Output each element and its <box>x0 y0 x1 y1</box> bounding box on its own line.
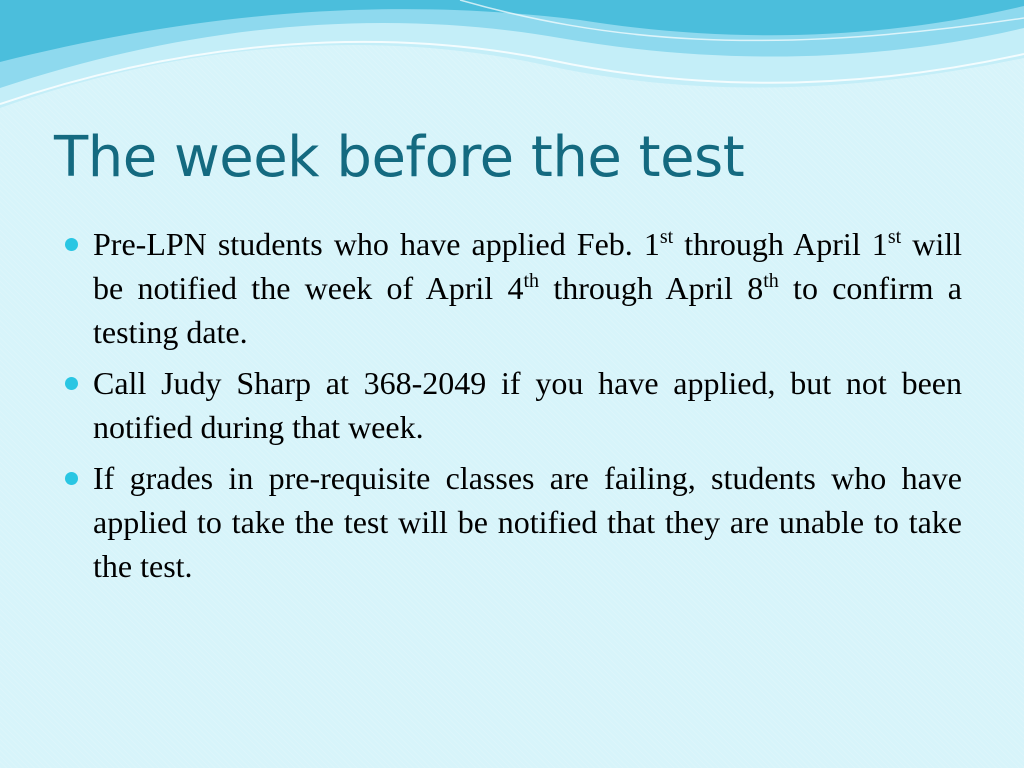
bullet-list <box>64 222 962 595</box>
bullet-item <box>64 456 962 588</box>
superscript: th <box>523 270 540 292</box>
superscript: st <box>659 226 674 248</box>
bullet-item <box>64 222 962 354</box>
text-run: through April 8 <box>539 270 764 306</box>
text-run: through April 1 <box>673 226 888 262</box>
bullet-text <box>93 456 962 588</box>
superscript: st <box>887 226 902 248</box>
bullet-text <box>93 361 962 449</box>
text-run: to confirm a testing date. <box>93 270 962 350</box>
text-run: If grades in pre-requisite classes are failing, students who have applied to take the test will be notified that they are unable to take the test. <box>93 460 962 584</box>
bullet-dot-icon <box>65 472 78 485</box>
superscript: th <box>763 270 779 292</box>
header-wave-decoration <box>0 0 1024 130</box>
text-run: Call Judy Sharp at 368-2049 if you have applied, but not been notified during that week. <box>93 365 962 445</box>
text-run: Pre-LPN students who have applied Feb. 1 <box>93 226 660 262</box>
text-run: will be notified the week of April 4 <box>93 226 963 306</box>
bullet-text <box>93 222 962 354</box>
bullet-dot-icon <box>65 238 78 251</box>
bullet-item <box>64 361 962 449</box>
slide-title: The week before the test <box>54 125 745 190</box>
bullet-dot-icon <box>65 377 78 390</box>
